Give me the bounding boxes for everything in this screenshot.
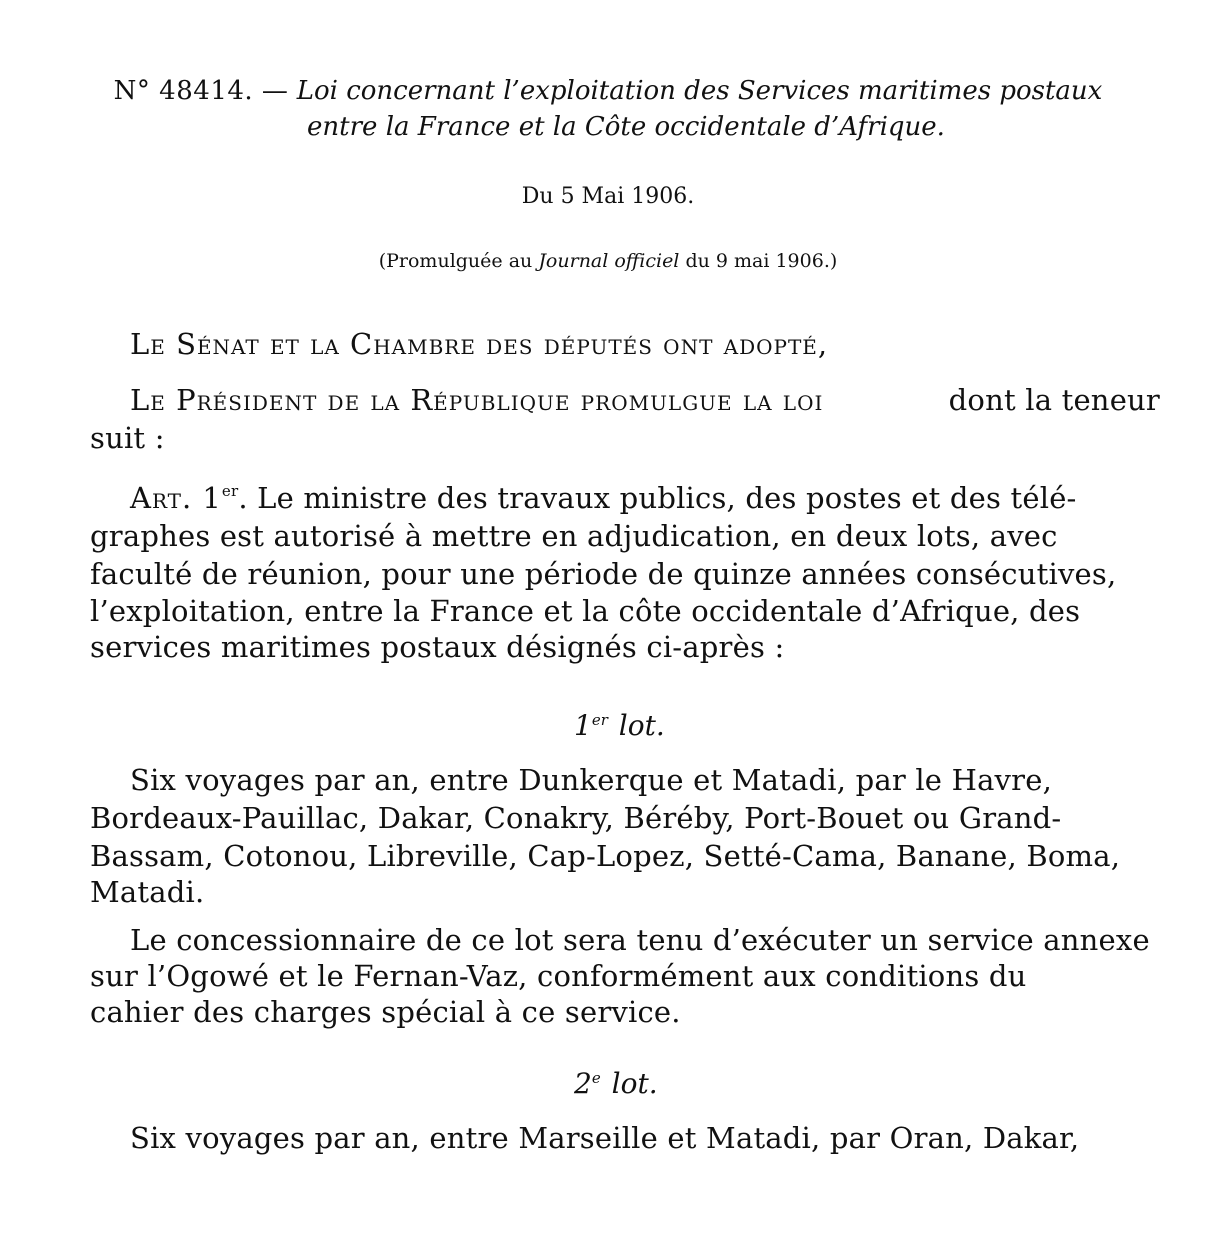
lot-1-heading — [574, 709, 665, 742]
promulgation-after: du 9 mai 1906.) — [685, 250, 838, 272]
preamble-president-line-2: suit : — [90, 421, 165, 455]
article-1-line-3: faculté de réunion, pour une période de quinze années consécutives, — [90, 557, 1117, 591]
promulgation-before: (Promulguée au — [378, 250, 533, 272]
lot-1-para-1-line-4: Matadi. — [90, 875, 205, 909]
lot-1-para-2-line-3: cahier des charges spécial à ce service. — [90, 995, 681, 1029]
article-1-line-4: l’exploitation, entre la France et la côte occidentale d’Afrique, des — [90, 594, 1081, 628]
article-1-line-1 — [130, 481, 1077, 515]
lot-1-para-1-line-1: Six voyages par an, entre Dunkerque et Matadi, par le Havre, — [130, 763, 1052, 797]
lot-1-number: 1 — [574, 709, 592, 742]
promulgation-note — [0, 252, 1216, 271]
law-title-line-2: entre la France et la Côte occidentale d’Afrique. — [307, 112, 945, 142]
preamble-president — [130, 383, 1160, 417]
article-label-sup: er — [221, 482, 239, 500]
lot-1-word: lot. — [618, 709, 665, 742]
article-1-line-5: services maritimes postaux désignés ci-après : — [90, 630, 785, 664]
law-title-line-1 — [0, 78, 1216, 104]
law-date: Du 5 Mai 1906. — [521, 184, 695, 209]
lot-1-para-1-line-3: Bassam, Cotonou, Libreville, Cap-Lopez, Setté-Cama, Banane, Boma, — [90, 839, 1121, 873]
preamble-president-rest: dont la teneur — [948, 383, 1160, 417]
lot-2-heading — [574, 1067, 658, 1100]
article-label: Art. 1 — [130, 481, 222, 515]
article-1-text-1: . Le ministre des travaux publics, des postes et des télé- — [238, 481, 1077, 515]
lot-2-word: lot. — [611, 1067, 658, 1100]
lot-2-para-1-line-1: Six voyages par an, entre Marseille et Matadi, par Oran, Dakar, — [130, 1121, 1080, 1155]
lot-1-para-2-line-2: sur l’Ogowé et le Fernan-Vaz, conformément aux conditions du — [90, 959, 1027, 993]
lot-1-sup: er — [591, 711, 608, 729]
journal-officiel: Journal officiel — [538, 250, 680, 272]
article-1-line-2: graphes est autorisé à mettre en adjudication, en deux lots, avec — [90, 519, 1058, 553]
law-title-text-1: Loi concernant l’exploitation des Services maritimes postaux — [296, 76, 1103, 106]
preamble-adopted: Le Sénat et la Chambre des députés ont adopté, — [130, 327, 829, 361]
lot-1-para-1-line-2: Bordeaux-Pauillac, Dakar, Conakry, Béréby, Port-Bouet ou Grand- — [90, 801, 1062, 835]
lot-2-number: 2 — [574, 1067, 592, 1100]
lot-1-para-2-line-1: Le concessionnaire de ce lot sera tenu d’exécuter un service annexe — [130, 923, 1150, 957]
lot-2-sup: e — [591, 1069, 601, 1087]
preamble-president-caps: Le Président de la République promulgue la loi — [130, 383, 824, 417]
law-number: N° 48414. — — [113, 76, 289, 106]
